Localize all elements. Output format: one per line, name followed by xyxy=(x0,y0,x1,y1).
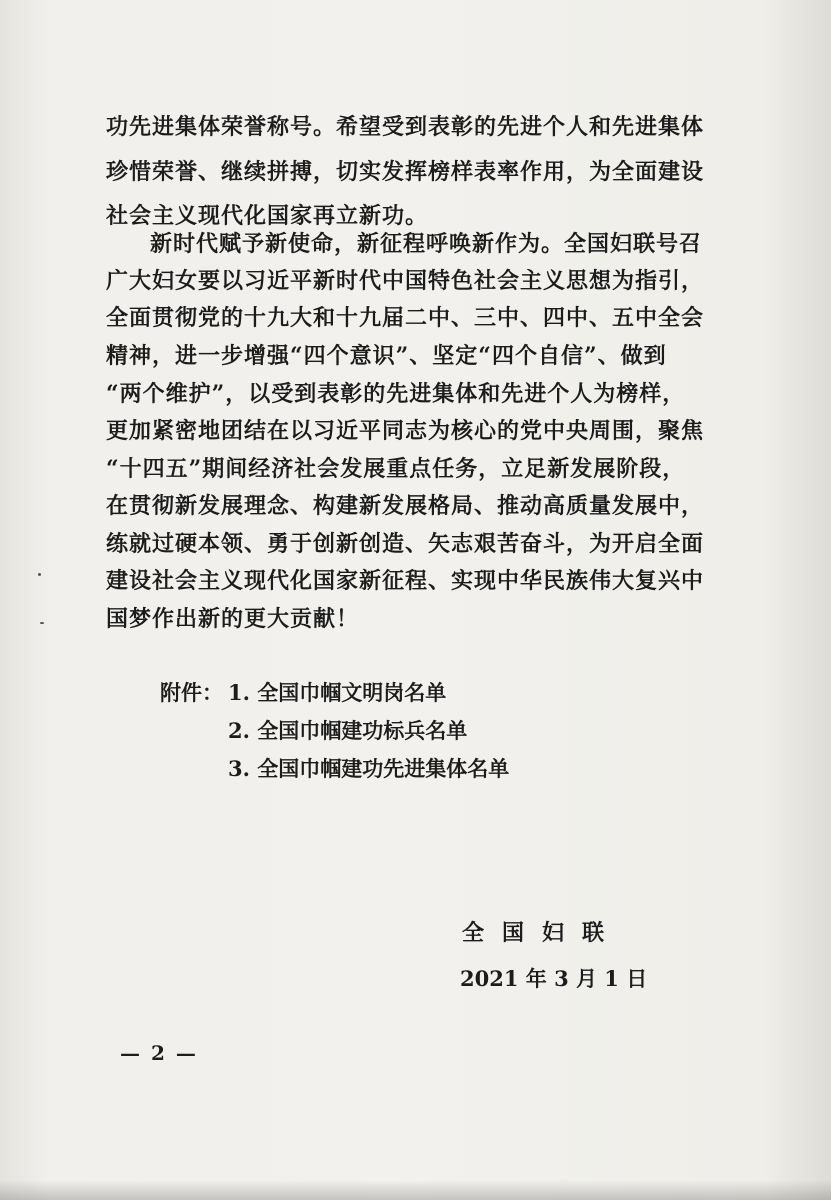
paragraph-line: 练就过硬本领、勇于创新创造、矢志艰苦奋斗，为开启全面 xyxy=(106,531,705,557)
paragraph-line: “十四五”期间经济社会发展重点任务，立足新发展阶段， xyxy=(106,456,686,482)
paragraph-line: “两个维护”，以受到表彰的先进集体和先进个人为榜样， xyxy=(106,381,686,407)
attachment-item: 2. 全国巾帼建功标兵名单 xyxy=(228,718,468,743)
paragraph-line: 在贯彻新发展理念、构建新发展格局、推动高质量发展中， xyxy=(106,493,705,519)
attachments-label: 附件： xyxy=(160,680,223,705)
paragraph-line: 建设社会主义现代化国家新征程、实现中华民族伟大复兴中 xyxy=(106,568,705,594)
attachment-item: 3. 全国巾帼建功先进集体名单 xyxy=(228,756,510,781)
paragraph-line: 珍惜荣誉、继续拼搏，切实发挥榜样表率作用，为全面建设 xyxy=(106,159,705,185)
paragraph-line: 社会主义现代化国家再立新功。 xyxy=(106,203,429,229)
scan-speck xyxy=(38,573,41,576)
paragraph-line: 国梦作出新的更大贡献！ xyxy=(106,606,360,632)
issuer-name: 全国妇联 xyxy=(462,920,623,946)
paragraph-line: 新时代赋予新使命，新征程呼唤新作为。全国妇联号召 xyxy=(150,231,703,257)
paragraph-line: 广大妇女要以习近平新时代中国特色社会主义思想为指引， xyxy=(106,268,705,294)
paragraph-line: 精神，进一步增强“四个意识”、坚定“四个自信”、做到 xyxy=(106,343,667,369)
paragraph-line: 功先进集体荣誉称号。希望受到表彰的先进个人和先进集体 xyxy=(106,114,705,140)
scan-speck xyxy=(40,622,44,624)
paragraph-line: 更加紧密地团结在以习近平同志为核心的党中央周围，聚焦 xyxy=(106,418,705,444)
issue-date: 2021 年 3 月 1 日 xyxy=(460,966,648,991)
page-number: — 2 — xyxy=(120,1041,198,1065)
attachment-item: 1. 全国巾帼文明岗名单 xyxy=(228,680,447,705)
paragraph-line: 全面贯彻党的十九大和十九届二中、三中、四中、五中全会 xyxy=(106,305,705,331)
page-edge-shadow xyxy=(0,1180,831,1200)
